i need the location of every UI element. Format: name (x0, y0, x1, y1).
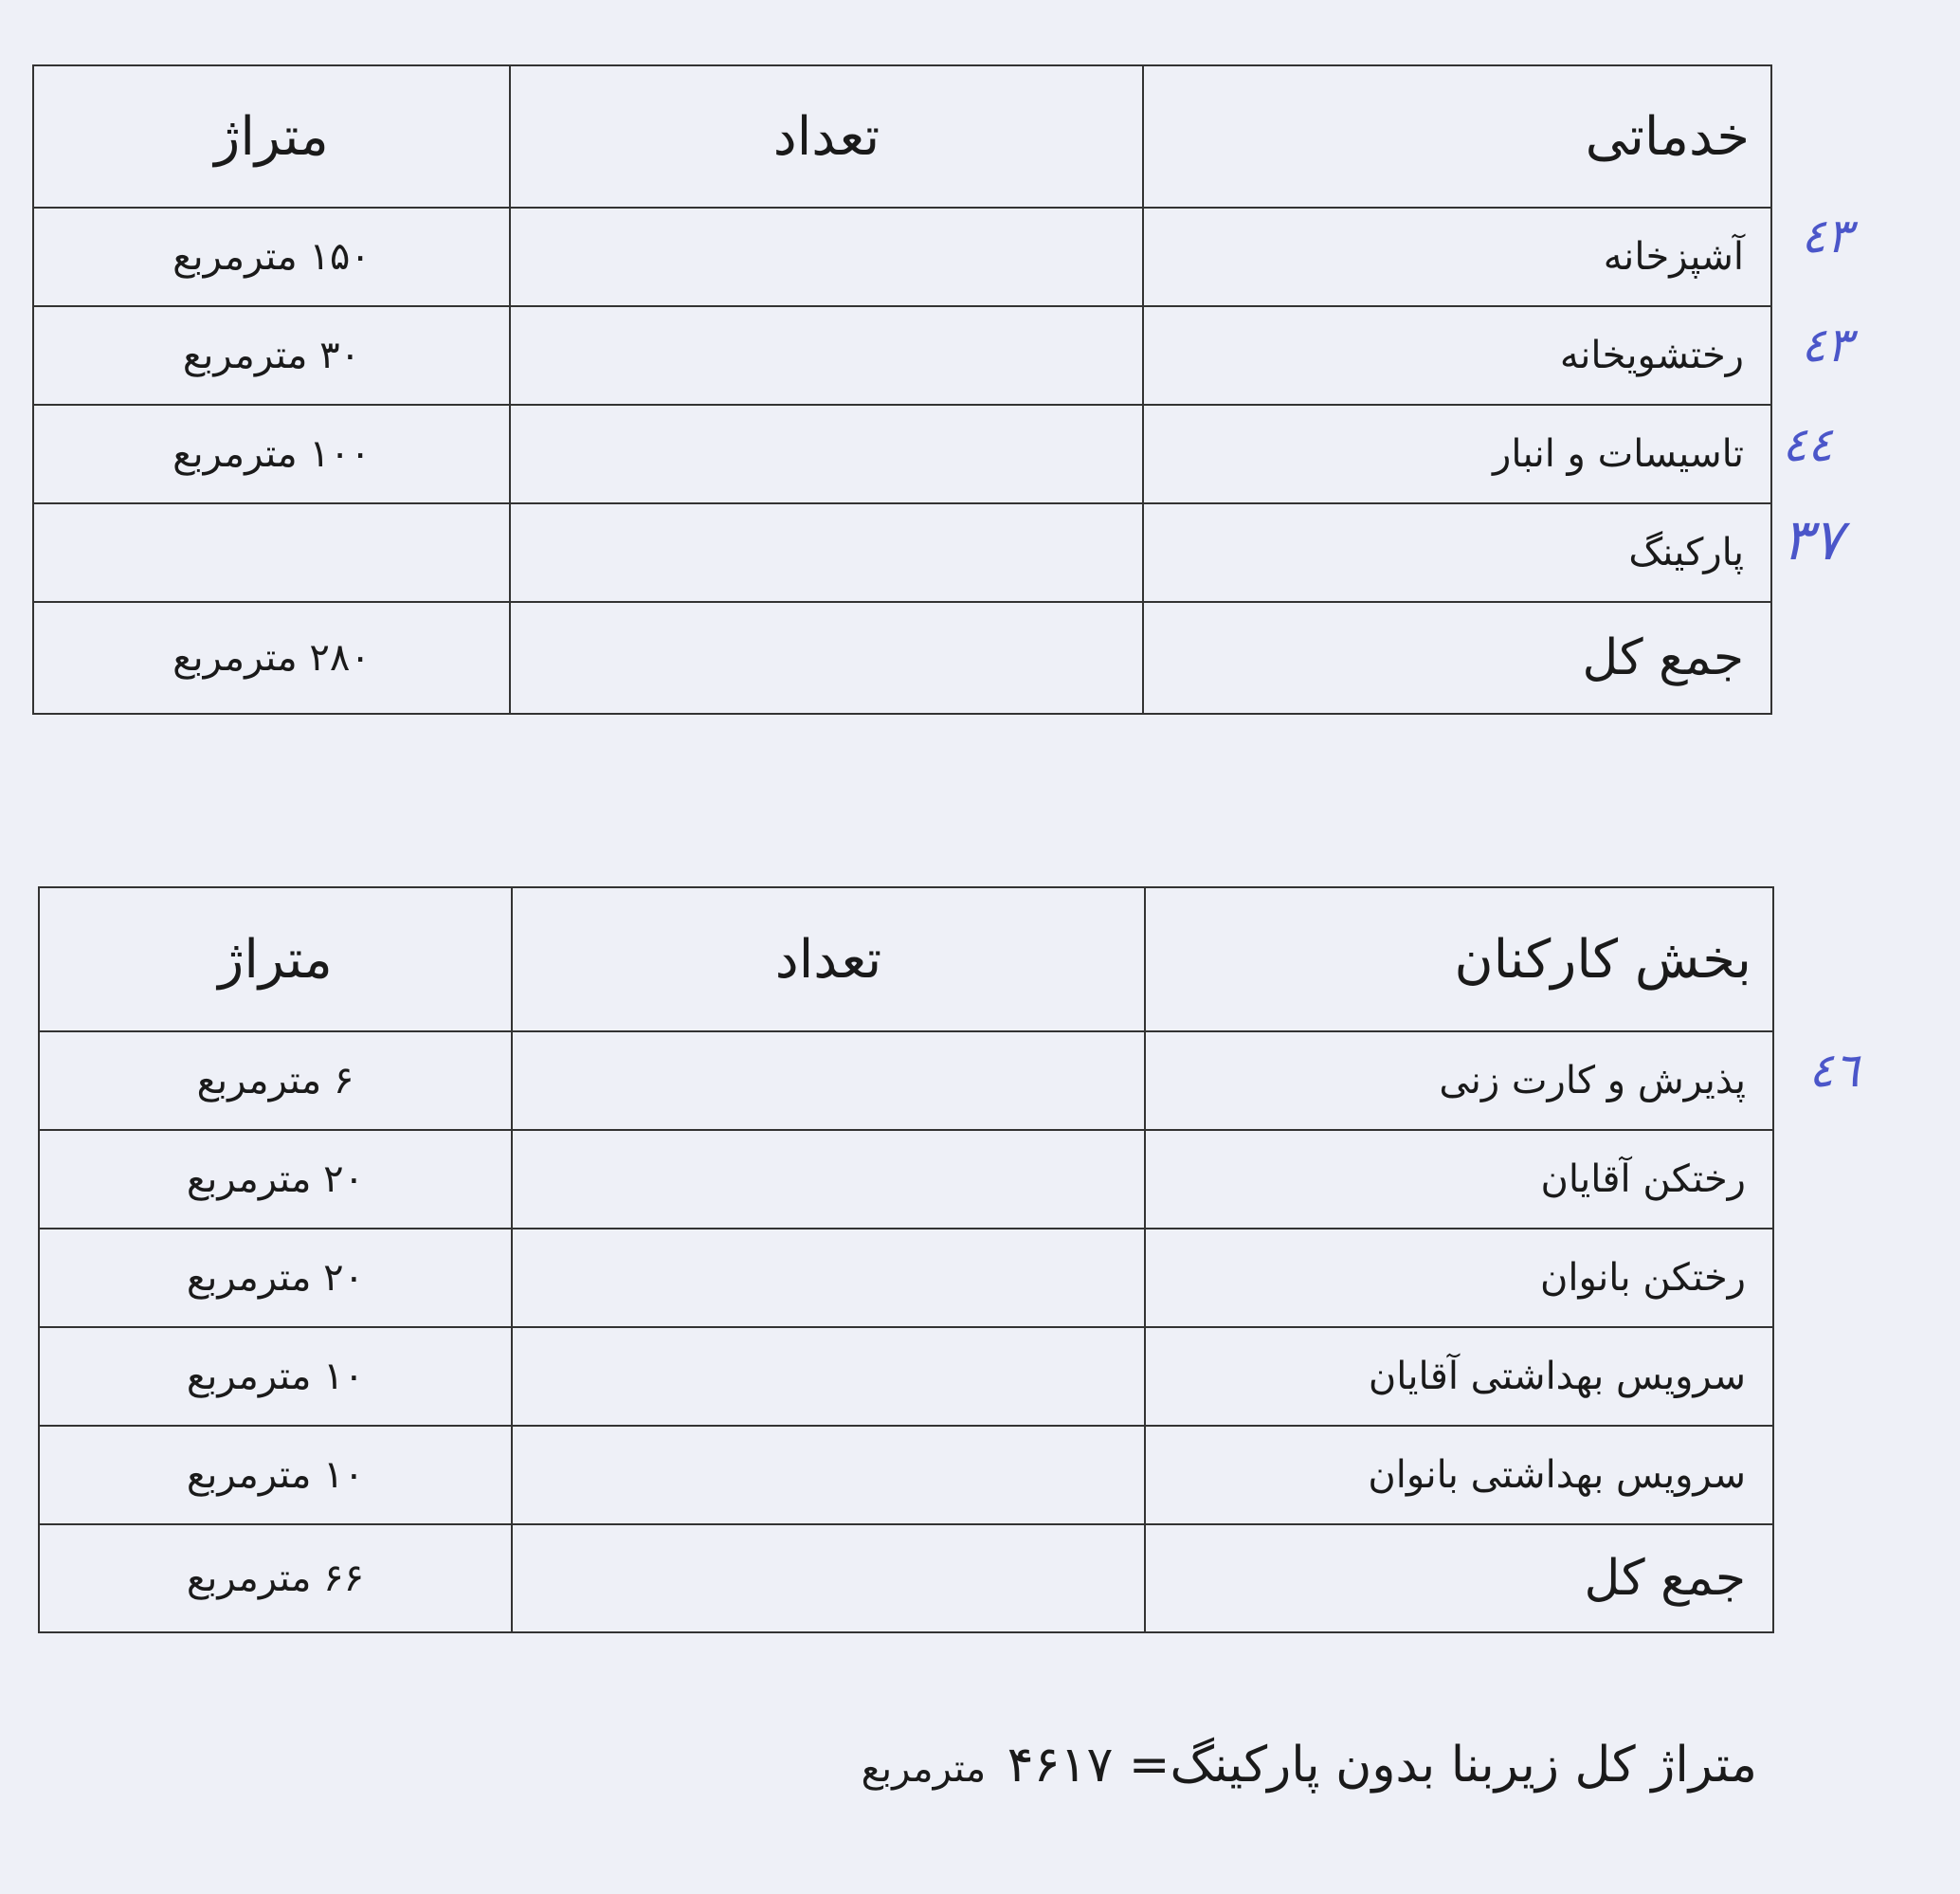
total-area-text: متراژ کل زیربنا بدون پارکینگ= ۴۶۱۷ (1007, 1737, 1757, 1794)
table-row (33, 306, 1771, 405)
row-label: سرویس بهداشتی بانوان (1145, 1426, 1773, 1524)
total-label: جمع کل (1143, 602, 1771, 714)
table-row (33, 405, 1771, 503)
table-row (39, 1426, 1773, 1524)
section-header: بخش کارکنان (1145, 887, 1773, 1031)
table-header-row (39, 887, 1773, 1031)
total-label: جمع کل (1145, 1524, 1773, 1632)
row-label: رختشویخانه (1143, 306, 1771, 405)
row-area (33, 503, 510, 602)
total-area: ۶۶ مترمربع (39, 1524, 512, 1632)
row-count (512, 1426, 1145, 1524)
table-header-row (33, 65, 1771, 208)
table-total-row (39, 1524, 1773, 1632)
area-header: متراژ (39, 887, 512, 1031)
row-area: ۱۵۰ مترمربع (33, 208, 510, 306)
row-label: رختکن بانوان (1145, 1229, 1773, 1327)
row-count (512, 1327, 1145, 1426)
row-label: آشپزخانه (1143, 208, 1771, 306)
table-row (33, 503, 1771, 602)
row-area: ۱۰ مترمربع (39, 1426, 512, 1524)
row-count (512, 1229, 1145, 1327)
table-row (33, 208, 1771, 306)
row-area: ۶ مترمربع (39, 1031, 512, 1130)
row-label: سرویس بهداشتی آقایان (1145, 1327, 1773, 1426)
table-row (39, 1327, 1773, 1426)
total-count (512, 1524, 1145, 1632)
row-area: ۲۰ مترمربع (39, 1229, 512, 1327)
table-total-row (33, 602, 1771, 714)
row-area: ۱۰۰ مترمربع (33, 405, 510, 503)
row-area: ۱۰ مترمربع (39, 1327, 512, 1426)
handwritten-note: ٤٦ (1808, 1043, 1860, 1098)
row-count (510, 503, 1143, 602)
table-row (39, 1031, 1773, 1130)
section-header: خدماتی (1143, 65, 1771, 208)
handwritten-note: ٣٧ (1782, 507, 1843, 574)
total-area: ۲۸۰ مترمربع (33, 602, 510, 714)
table-row (39, 1229, 1773, 1327)
services-table (32, 64, 1772, 715)
total-count (510, 602, 1143, 714)
count-header: تعداد (510, 65, 1143, 208)
count-header: تعداد (512, 887, 1145, 1031)
row-area: ۲۰ مترمربع (39, 1130, 512, 1229)
row-count (510, 405, 1143, 503)
total-area-unit: مترمربع (861, 1747, 987, 1791)
row-count (512, 1130, 1145, 1229)
row-count (510, 306, 1143, 405)
row-count (512, 1031, 1145, 1130)
area-header: متراژ (33, 65, 510, 208)
staff-table (38, 886, 1774, 1633)
handwritten-note: ٤٣ (1801, 318, 1852, 373)
table-row (39, 1130, 1773, 1229)
handwritten-note: ٤٤ (1782, 417, 1833, 472)
row-count (510, 208, 1143, 306)
row-label: پارکینگ (1143, 503, 1771, 602)
total-area-line (862, 1737, 1757, 1794)
handwritten-note: ٤٣ (1801, 209, 1852, 264)
row-area: ۳۰ مترمربع (33, 306, 510, 405)
row-label: رختکن آقایان (1145, 1130, 1773, 1229)
row-label: تاسیسات و انبار (1143, 405, 1771, 503)
row-label: پذیرش و کارت زنی (1145, 1031, 1773, 1130)
